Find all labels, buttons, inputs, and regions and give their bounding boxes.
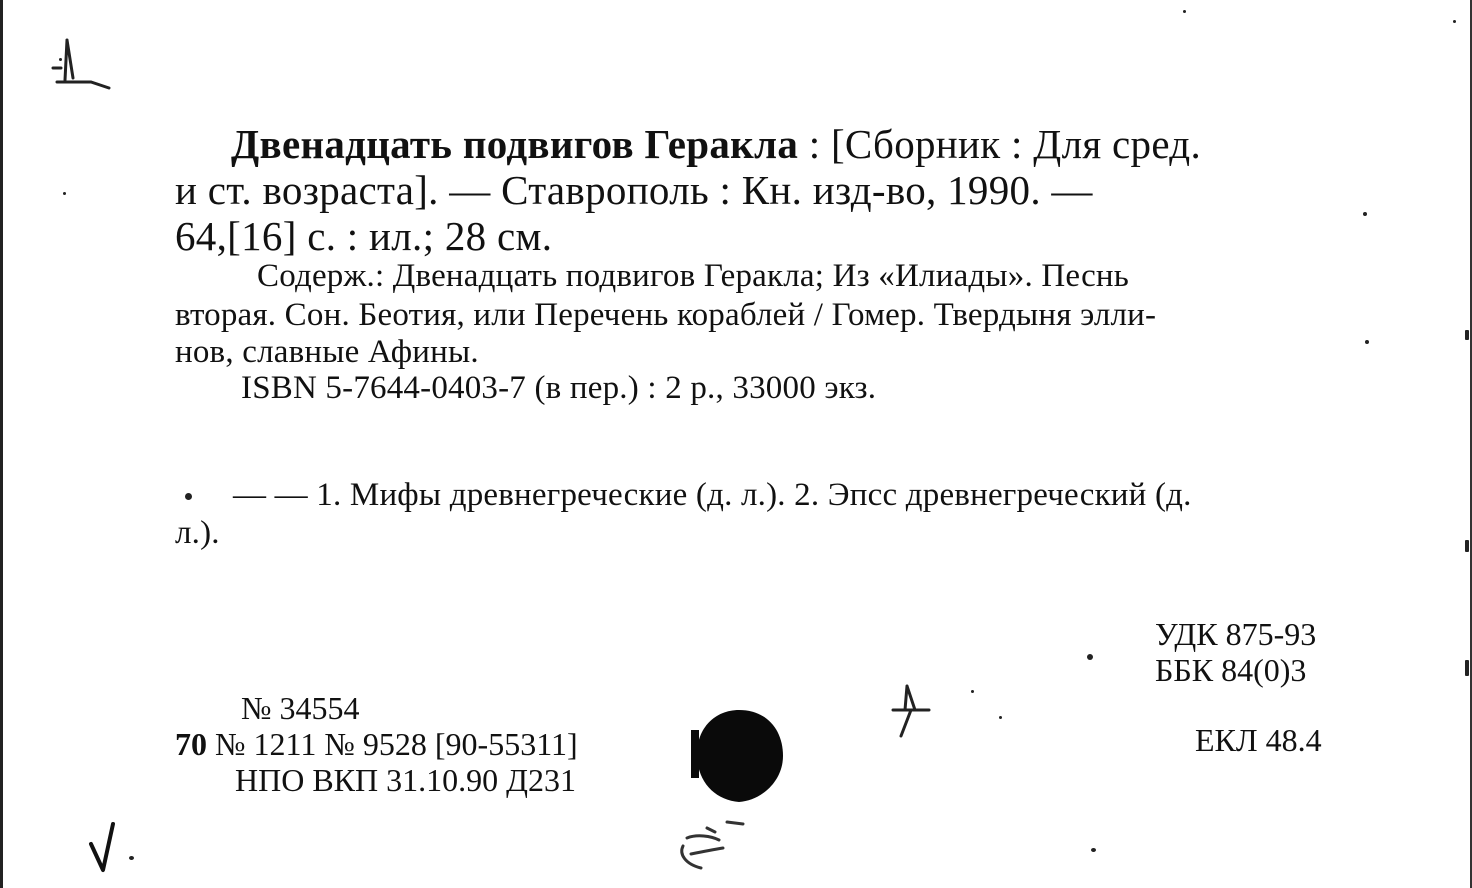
- speck: [971, 690, 974, 693]
- punch-hole-icon: [689, 704, 789, 804]
- title-line-2: и ст. возраста]. — Ставрополь : Кн. изд-во, 1990. —: [175, 167, 1093, 213]
- scribble-mark: [667, 814, 757, 874]
- npo-line: НПО ВКП 31.10.90 Д231: [235, 762, 576, 798]
- handwritten-letter-top-left: [43, 30, 123, 100]
- bbk-code: ББК 84(0)3: [1155, 652, 1307, 688]
- udk-code: УДК 875-93: [1155, 616, 1317, 652]
- check-mark-icon: [83, 816, 143, 876]
- speck: [1465, 660, 1469, 676]
- subjects-line-2: л.).: [175, 515, 220, 551]
- bullet-dot: [185, 493, 192, 500]
- speck: [59, 58, 62, 61]
- card-number: № 34554: [241, 690, 360, 726]
- title-line-1-rest: : [Сборник : Для сред.: [798, 121, 1202, 167]
- speck: [999, 716, 1002, 719]
- order-line: [175, 726, 578, 762]
- speck: [1465, 330, 1469, 340]
- order-numbers: № 1211 № 9528 [90-55311]: [215, 726, 578, 762]
- title-line-1: [231, 120, 1201, 168]
- speck: [1087, 654, 1093, 660]
- speck: [1465, 540, 1469, 552]
- book-title: Двенадцать подвигов Геракла: [231, 121, 799, 167]
- subjects-line-1: — — 1. Мифы древнегреческие (д. л.). 2. Эпсс древнегреческий (д.: [233, 477, 1192, 513]
- contents-line-3: нов, славные Афины.: [175, 334, 479, 370]
- speck: [1453, 20, 1456, 23]
- speck: [1365, 340, 1369, 344]
- speck: [129, 856, 134, 860]
- handwritten-letter-mid: [881, 680, 941, 744]
- isbn-line: ISBN 5-7644-0403-7 (в пер.) : 2 р., 33000 экз.: [241, 370, 877, 406]
- ekl-code: ЕКЛ 48.4: [1195, 722, 1322, 758]
- order-prefix: 70: [175, 726, 207, 762]
- title-line-3: 64,[16] с. : ил.; 28 см.: [175, 213, 553, 259]
- contents-line-2: вторая. Сон. Беотия, или Перечень кораблей / Гомер. Твердыня элли-: [175, 297, 1157, 333]
- speck: [1363, 212, 1367, 216]
- speck: [63, 192, 66, 195]
- speck: [1091, 848, 1096, 852]
- speck: [1183, 10, 1186, 13]
- contents-line-1: Содерж.: Двенадцать подвигов Геракла; Из «Илиады». Песнь: [257, 258, 1130, 294]
